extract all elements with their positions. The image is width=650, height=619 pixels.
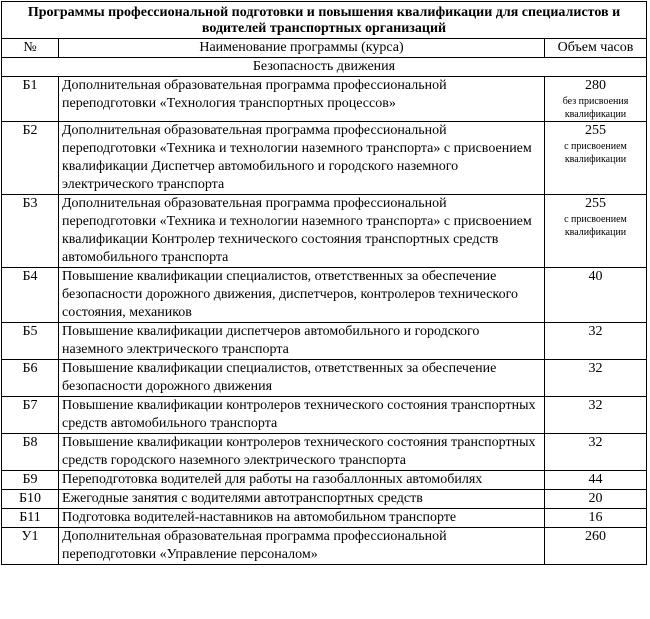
row-num: Б5 (2, 323, 59, 360)
row-num: Б6 (2, 360, 59, 397)
row-hours: 255 (585, 196, 606, 211)
row-hours-cell (545, 471, 647, 490)
table-row (2, 509, 647, 528)
row-hours: 32 (588, 361, 603, 376)
row-hours-cell (545, 509, 647, 528)
row-num: У1 (2, 528, 59, 565)
row-num: Б11 (2, 509, 59, 528)
row-name: Подготовка водителей-наставников на автомобильном транспорте (59, 509, 545, 528)
header-hours: Объем часов (545, 39, 647, 58)
section-label: Безопасность движения (2, 58, 647, 77)
section-row (2, 58, 647, 77)
row-num: Б4 (2, 268, 59, 323)
row-hours: 32 (588, 435, 603, 450)
row-hours: 32 (588, 398, 603, 413)
header-row (2, 39, 647, 58)
row-hours: 32 (588, 324, 603, 339)
row-name: Повышение квалификации контролеров технического состояния транспортных средств автомобильного транспорта (59, 397, 545, 434)
table-title: Программы профессиональной подготовки и повышения квалификации для специалистов и водителей транспортных организаций (2, 2, 647, 39)
row-hours-note: с присвоением квалификации (564, 141, 627, 165)
row-name: Повышение квалификации специалистов, ответственных за обеспечение безопасности дорожного движения (59, 360, 545, 397)
row-hours: 20 (588, 491, 603, 506)
row-num: Б10 (2, 490, 59, 509)
row-hours: 44 (588, 472, 603, 487)
row-hours-cell (545, 397, 647, 434)
row-name: Дополнительная образовательная программа профессиональной переподготовки «Техника и технологии наземного транспорта» с присвоением квалификации Диспетчер автомобильного и городского наземного электрического транспорта (59, 122, 545, 195)
table-row (2, 323, 647, 360)
row-num: Б9 (2, 471, 59, 490)
row-name: Дополнительная образовательная программа профессиональной переподготовки «Технология транспортных процессов» (59, 77, 545, 122)
row-hours: 16 (588, 510, 603, 525)
row-name: Повышение квалификации контролеров технического состояния транспортных средств городского наземного электрического транспорта (59, 434, 545, 471)
row-num: Б1 (2, 77, 59, 122)
header-name: Наименование программы (курса) (59, 39, 545, 58)
row-hours-cell (545, 528, 647, 565)
row-num: Б3 (2, 195, 59, 268)
row-hours-note: с присвоением квалификации (564, 214, 627, 238)
row-hours-cell (545, 77, 647, 122)
row-name: Ежегодные занятия с водителями автотранспортных средств (59, 490, 545, 509)
row-hours: 260 (585, 529, 606, 544)
row-num: Б8 (2, 434, 59, 471)
row-hours-cell (545, 195, 647, 268)
row-hours-cell (545, 360, 647, 397)
table-row (2, 77, 647, 122)
table-row (2, 471, 647, 490)
row-hours: 255 (585, 123, 606, 138)
row-name: Переподготовка водителей для работы на газобаллонных автомобилях (59, 471, 545, 490)
table-row (2, 490, 647, 509)
table-row (2, 268, 647, 323)
row-hours-note: без присвоения квалификации (562, 96, 629, 120)
row-hours: 40 (588, 269, 603, 284)
row-hours: 280 (585, 78, 606, 93)
table-row (2, 195, 647, 268)
table-row (2, 528, 647, 565)
row-hours-cell (545, 122, 647, 195)
row-name: Дополнительная образовательная программа профессиональной переподготовки «Управление персоналом» (59, 528, 545, 565)
table-row (2, 360, 647, 397)
row-num: Б2 (2, 122, 59, 195)
table-row (2, 122, 647, 195)
row-hours-cell (545, 434, 647, 471)
table-row (2, 434, 647, 471)
table-row (2, 397, 647, 434)
header-num: № (2, 39, 59, 58)
row-name: Дополнительная образовательная программа профессиональной переподготовки «Техника и технологии наземного транспорта» с присвоением квалификации Контролер технического состояния транспортных средств автомобильного транспорта (59, 195, 545, 268)
row-hours-cell (545, 490, 647, 509)
row-name: Повышение квалификации специалистов, ответственных за обеспечение безопасности дорожного движения, диспетчеров, контролеров технического состояния, механиков (59, 268, 545, 323)
title-row (2, 2, 647, 39)
row-name: Повышение квалификации диспетчеров автомобильного и городского наземного электрического транспорта (59, 323, 545, 360)
row-num: Б7 (2, 397, 59, 434)
row-hours-cell (545, 323, 647, 360)
row-hours-cell (545, 268, 647, 323)
programs-table (1, 1, 647, 565)
